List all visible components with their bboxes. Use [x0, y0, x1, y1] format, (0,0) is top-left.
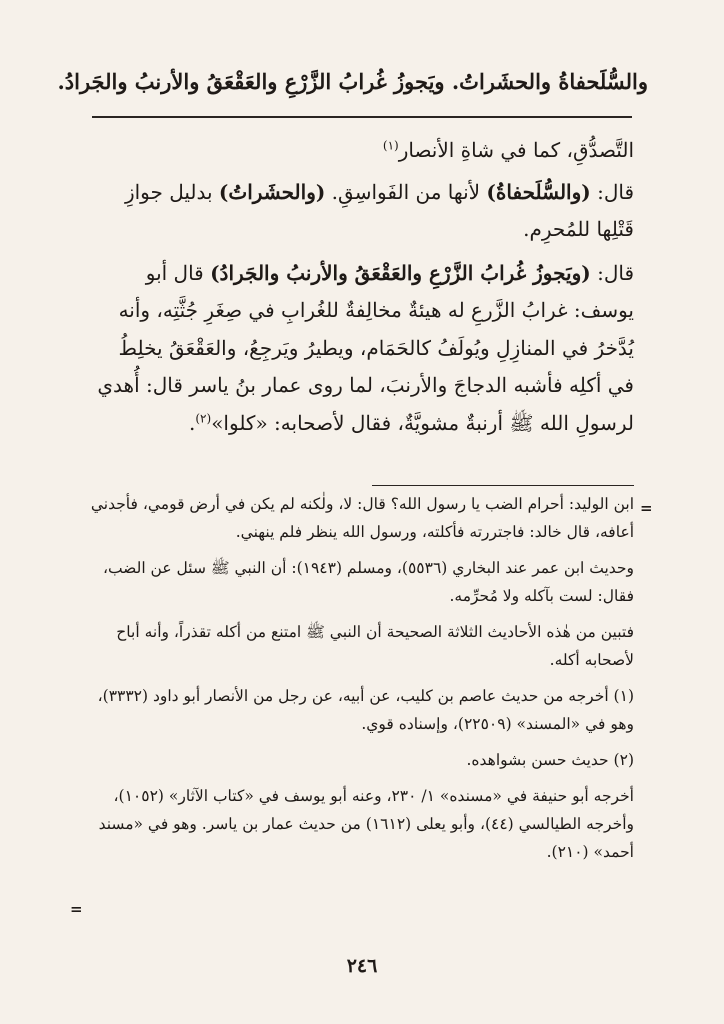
paragraph-2-lead: قال:	[590, 179, 634, 204]
footnote-end-mark: =	[70, 900, 83, 918]
footnote-continuation-mark: =	[640, 499, 653, 517]
paragraph-2	[90, 174, 634, 249]
paragraph-3-end: .	[189, 410, 196, 435]
footnote-2: (٢) حديث حسن بشواهده.	[466, 751, 634, 769]
footnotes	[90, 490, 634, 874]
header-divider	[92, 116, 632, 118]
paragraph-1	[90, 132, 634, 170]
paragraph-3	[90, 255, 634, 443]
footnote-2-sources: أخرجه أبو حنيفة في «مسنده» ١/ ٢٣٠، وعنه أبو يوسف في «كتاب الآثار» (١٠٥٢)، وأخرجه الطيالسي (٤٤)، وأبو يعلى (١٦١٢) من حديث عمار بن ياسر. وهو في «مسند أحمد» (٢١٠).	[98, 787, 634, 861]
term-insects: (والحشَراتُ)	[218, 179, 326, 204]
matn-quote: (ويَجوزُ غُرابُ الزَّرْعِ والعَقْعَقُ والأرنبُ والجَرادُ)	[210, 260, 591, 285]
footnote-hadith-ibn-umar: وحديث ابن عمر عند البخاري (٥٥٣٦)، ومسلم (١٩٤٣): أن النبي ﷺ سئل عن الضب، فقال: لست بآكله ولا مُحرِّمه.	[102, 559, 634, 605]
running-header: والسُّلَحفاةُ والحشَراتُ. ويَجوزُ غُرابُ الزَّرْعِ والعَقْعَقُ والأرنبُ والجَرادُ.	[57, 69, 648, 94]
page-number: ٢٤٦	[346, 955, 378, 977]
footnote-1: (١) أخرجه من حديث عاصم بن كليب، عن أبيه، عن رجل من الأنصار أبو داود (٣٣٣٢)، وهو في «المسند» (٢٢٥٠٩)، وإسناده قوي.	[97, 687, 634, 733]
footnote-continuation: ابن الوليد: أحرام الضب يا رسول الله؟ قال: لا، ولٰكنه لم يكن في أرض قومي، فأجدني أعافه، قال خالد: فاجتررته فأكلته، ورسول الله ينظر فلم ينهني.	[90, 495, 634, 541]
footnote-ref-2[interactable]: (٢)	[195, 410, 212, 425]
footnote-ref-1[interactable]: (١)	[382, 138, 399, 153]
footnote-divider	[372, 485, 634, 486]
paragraph-3-lead: قال:	[590, 260, 634, 285]
paragraph-3-text: قال أبو يوسف: غرابُ الزَّرعِ له هيئةٌ مخالِفةٌ للغُرابِ في صِغَرِ جُثَّتِه، وأنه يُدَّخرُ في المنازِلِ ويُولَفُ كالحَمَام، ويطيرُ ويَرجِعُ، والعَقْعَقُ يخلِطُ في أكلِه فأشبه الدجاجَ والأرنبَ، لما روى عمار بنُ ياسر قال: أُهدي لرسولِ الله ﷺ أرنبةٌ مشويَّةٌ، فقال لأصحابه: «كلوا»	[97, 260, 634, 435]
paragraph-2-text-1: لأنها من الفَواسِقِ.	[325, 179, 487, 204]
paragraph-1-text: التَّصدُّقِ، كما في شاةِ الأنصار	[398, 138, 634, 162]
term-turtle: (والسُّلَحفاةُ)	[486, 179, 591, 204]
main-text	[90, 132, 634, 448]
footnote-conclusion: فتبين من هٰذه الأحاديث الثلاثة الصحيحة أن النبي ﷺ امتنع من أكله تقذراً، وأنه أباح لأصحابه أكله.	[116, 623, 634, 669]
paragraph-2-text-2: بدليل جوازِ قَتْلِها للمُحرِم.	[124, 179, 634, 241]
